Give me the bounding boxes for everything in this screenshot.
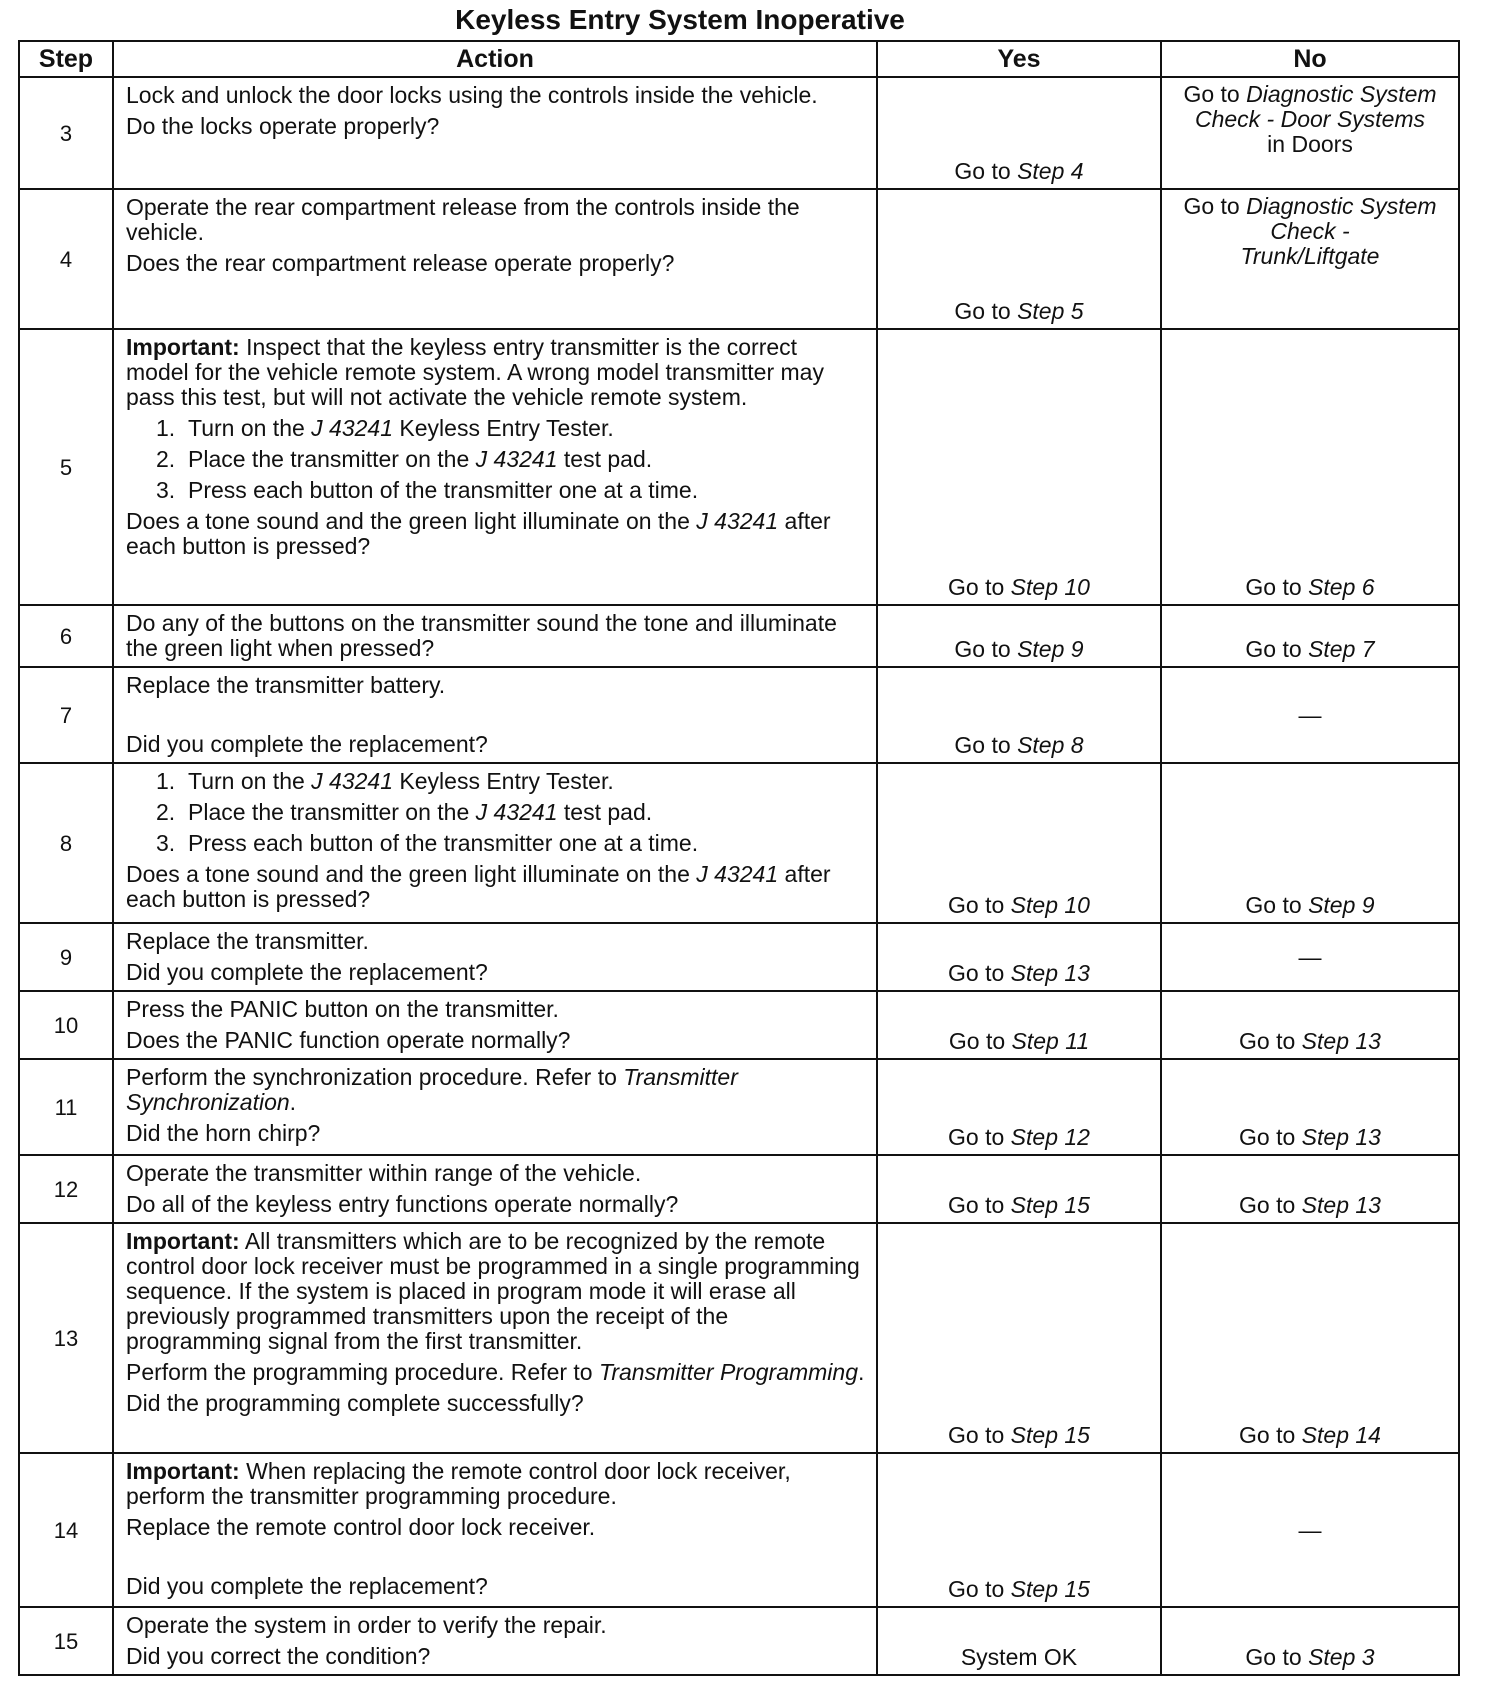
- action-question: Do all of the keyless entry functions operate normally?: [126, 1191, 679, 1217]
- yes-cell: [877, 923, 1161, 991]
- step-number: 14: [19, 1453, 113, 1607]
- goto-prefix: Go to: [954, 732, 1011, 758]
- goto-step-link[interactable]: Step 15: [1010, 1192, 1090, 1218]
- header-no: No: [1161, 41, 1459, 77]
- goto-step-link[interactable]: Step 4: [1017, 158, 1084, 184]
- action-text: Replace the transmitter.: [126, 928, 369, 954]
- action-text: Press the PANIC button on the transmitter.: [126, 996, 559, 1022]
- table-row: [19, 1155, 1459, 1223]
- header-step: Step: [19, 41, 113, 77]
- action-cell: [113, 923, 877, 991]
- goto-prefix: Go to: [948, 1192, 1005, 1218]
- goto-prefix: Go to: [948, 960, 1005, 986]
- action-text-part: Perform the programming procedure. Refer to: [126, 1359, 593, 1385]
- important-note: [126, 1229, 866, 1354]
- list-item: [156, 478, 866, 503]
- question-text: after each button is pressed?: [126, 508, 831, 559]
- goto-step-link[interactable]: Step 9: [1017, 636, 1084, 662]
- yes-cell: [877, 1607, 1161, 1675]
- goto-prefix: Go to: [1239, 1192, 1296, 1218]
- reference-link[interactable]: Transmitter Synchronization: [126, 1064, 738, 1115]
- goto-step-link[interactable]: Step 10: [1010, 892, 1090, 918]
- list-number: 1.: [156, 768, 176, 794]
- action-question: Does the PANIC function operate normally?: [126, 1027, 571, 1053]
- yes-cell: [877, 763, 1161, 923]
- list-number: 1.: [156, 415, 176, 441]
- goto-prefix: Go to: [948, 1422, 1005, 1448]
- action-question: Do the locks operate properly?: [126, 113, 440, 139]
- step-number: 8: [19, 763, 113, 923]
- action-text: Replace the transmitter battery.: [126, 672, 446, 698]
- yes-cell: [877, 605, 1161, 667]
- goto-step-link[interactable]: Step 14: [1301, 1422, 1381, 1448]
- list-item: [156, 831, 866, 856]
- step-number: 6: [19, 605, 113, 667]
- tool-name: J 43241: [311, 415, 394, 441]
- table-row: [19, 923, 1459, 991]
- list-number: 3.: [156, 477, 176, 503]
- action-cell: [113, 763, 877, 923]
- no-cell: [1161, 991, 1459, 1059]
- goto-prefix: Go to: [1239, 1422, 1296, 1448]
- goto-diagnostic-link[interactable]: Diagnostic System Check -: [1246, 193, 1437, 244]
- goto-prefix: Go to: [948, 892, 1005, 918]
- table-row: [19, 77, 1459, 189]
- action-question: Did the horn chirp?: [126, 1120, 321, 1146]
- table-row: [19, 667, 1459, 763]
- goto-prefix: Go to: [1183, 81, 1240, 107]
- action-cell: [113, 1223, 877, 1453]
- step-number: 5: [19, 329, 113, 605]
- spacer: [126, 704, 866, 732]
- list-number: 3.: [156, 830, 176, 856]
- step-number: 13: [19, 1223, 113, 1453]
- header-yes: Yes: [877, 41, 1161, 77]
- table-row: [19, 189, 1459, 329]
- list-text: Press each button of the transmitter one at a time.: [188, 830, 699, 856]
- important-note: [126, 335, 866, 410]
- tool-name: J 43241: [475, 446, 558, 472]
- action-cell: [113, 1453, 877, 1607]
- no-cell: [1161, 1155, 1459, 1223]
- list-item: [156, 800, 866, 825]
- goto-step-link[interactable]: Step 12: [1010, 1124, 1090, 1150]
- action-cell: [113, 991, 877, 1059]
- goto-prefix: Go to: [948, 1124, 1005, 1150]
- step-number: 7: [19, 667, 113, 763]
- list-item: [156, 769, 866, 794]
- goto-prefix: Go to: [1245, 892, 1302, 918]
- action-question: Do any of the buttons on the transmitter sound the tone and illuminate the green light when pressed?: [126, 610, 837, 661]
- action-question: Did the programming complete successfully?: [126, 1390, 584, 1416]
- action-cell: [113, 1607, 877, 1675]
- action-text: Replace the remote control door lock receiver.: [126, 1514, 596, 1540]
- table-row: [19, 1223, 1459, 1453]
- goto-prefix: Go to: [1245, 636, 1302, 662]
- goto-step-link[interactable]: Step 6: [1308, 574, 1375, 600]
- goto-diagnostic-link-cont[interactable]: Trunk/Liftgate: [1240, 243, 1380, 269]
- goto-prefix: Go to: [954, 298, 1011, 324]
- important-note: [126, 1459, 866, 1509]
- action-question: Did you complete the replacement?: [126, 731, 488, 757]
- action-cell: [113, 77, 877, 189]
- important-label: Important:: [126, 334, 240, 360]
- table-row: [19, 763, 1459, 923]
- list-text: Keyless Entry Tester.: [399, 768, 614, 794]
- diagnostic-table: [18, 40, 1460, 1676]
- goto-prefix: Go to: [1239, 1124, 1296, 1150]
- goto-step-link[interactable]: Step 7: [1308, 636, 1375, 662]
- goto-prefix: Go to: [948, 1576, 1005, 1602]
- yes-cell: [877, 667, 1161, 763]
- step-number: 9: [19, 923, 113, 991]
- spacer: [126, 1546, 866, 1574]
- yes-cell: [877, 1453, 1161, 1607]
- goto-prefix: Go to: [1239, 1028, 1296, 1054]
- action-question: Did you correct the condition?: [126, 1643, 431, 1669]
- goto-prefix: Go to: [954, 636, 1011, 662]
- step-number: 12: [19, 1155, 113, 1223]
- important-text: Inspect that the keyless entry transmitter is the correct model for the vehicle remote system. A wrong model transmitter may pass this test, but will not activate the vehicle remote system.: [126, 334, 824, 410]
- no-cell: [1161, 329, 1459, 605]
- action-text: Operate the rear compartment release from the controls inside the vehicle.: [126, 194, 800, 245]
- goto-suffix: in Doors: [1267, 131, 1353, 157]
- table-row: [19, 1607, 1459, 1675]
- goto-prefix: Go to: [1183, 193, 1240, 219]
- important-text: When replacing the remote control door lock receiver, perform the transmitter programming procedure.: [126, 1458, 791, 1509]
- list-text: Press each button of the transmitter one at a time.: [188, 477, 699, 503]
- system-ok-text: System OK: [960, 1644, 1078, 1670]
- no-cell: [1161, 1607, 1459, 1675]
- action-cell: [113, 605, 877, 667]
- yes-cell: [877, 1223, 1161, 1453]
- goto-step-link[interactable]: Step 10: [1010, 574, 1090, 600]
- action-cell: [113, 329, 877, 605]
- action-text-part: Perform the synchronization procedure. Refer to: [126, 1064, 617, 1090]
- list-text: Turn on the: [188, 415, 305, 441]
- no-cell: [1161, 1059, 1459, 1155]
- step-number: 15: [19, 1607, 113, 1675]
- goto-prefix: Go to: [1245, 574, 1302, 600]
- step-number: 3: [19, 77, 113, 189]
- yes-cell: [877, 1155, 1161, 1223]
- tool-name: J 43241: [475, 799, 558, 825]
- list-item: [156, 447, 866, 472]
- action-cell: [113, 1059, 877, 1155]
- list-number: 2.: [156, 446, 176, 472]
- tool-name: J 43241: [696, 861, 779, 887]
- goto-prefix: Go to: [1245, 1644, 1302, 1670]
- table-row: [19, 1059, 1459, 1155]
- action-text: Lock and unlock the door locks using the controls inside the vehicle.: [126, 82, 818, 108]
- no-cell: —: [1161, 667, 1459, 763]
- step-number: 11: [19, 1059, 113, 1155]
- list-number: 2.: [156, 799, 176, 825]
- question-text: Does a tone sound and the green light illuminate on the: [126, 861, 690, 887]
- table-row: [19, 1453, 1459, 1607]
- goto-step-link[interactable]: Step 15: [1010, 1576, 1090, 1602]
- action-cell: [113, 667, 877, 763]
- yes-cell: [877, 1059, 1161, 1155]
- no-cell: [1161, 763, 1459, 923]
- action-question: [126, 509, 866, 559]
- tool-name: J 43241: [311, 768, 394, 794]
- important-text: All transmitters which are to be recognized by the remote control door lock receiver must be programmed in a single programming sequence. If the system is placed in program mode it will erase all previously programmed transmitters upon the receipt of the programming signal from the first transmitter.: [126, 1228, 860, 1354]
- no-cell: —: [1161, 923, 1459, 991]
- action-cell: [113, 189, 877, 329]
- goto-step-link[interactable]: Step 13: [1010, 960, 1090, 986]
- goto-prefix: Go to: [948, 1028, 1006, 1054]
- yes-cell: [877, 329, 1161, 605]
- list-text: Place the transmitter on the: [188, 446, 470, 472]
- step-number: 4: [19, 189, 113, 329]
- action-question: Did you complete the replacement?: [126, 1573, 488, 1599]
- step-number: 10: [19, 991, 113, 1059]
- goto-prefix: Go to: [948, 574, 1005, 600]
- goto-step-link[interactable]: Step 13: [1301, 1124, 1381, 1150]
- list-text: test pad.: [563, 446, 653, 472]
- important-label: Important:: [126, 1228, 240, 1254]
- question-text: after each button is pressed?: [126, 861, 831, 912]
- goto-step-link[interactable]: Step 9: [1308, 892, 1375, 918]
- reference-link[interactable]: Transmitter Programming: [598, 1359, 859, 1385]
- action-question: Did you complete the replacement?: [126, 959, 488, 985]
- goto-diagnostic-link[interactable]: Diagnostic System Check - Door Systems: [1194, 81, 1437, 132]
- table-row: [19, 329, 1459, 605]
- yes-cell: [877, 189, 1161, 329]
- no-cell: [1161, 77, 1459, 189]
- action-question: Does the rear compartment release operate properly?: [126, 250, 675, 276]
- list-item: [156, 416, 866, 441]
- important-label: Important:: [126, 1458, 240, 1484]
- action-text: Operate the transmitter within range of the vehicle.: [126, 1160, 642, 1186]
- yes-cell: [877, 77, 1161, 189]
- no-cell: [1161, 1223, 1459, 1453]
- action-cell: [113, 1155, 877, 1223]
- table-title: Keyless Entry System Inoperative: [455, 4, 905, 35]
- goto-step-link[interactable]: Step 13: [1301, 1028, 1381, 1054]
- list-text: Place the transmitter on the: [188, 799, 470, 825]
- action-text: Operate the system in order to verify the repair.: [126, 1612, 607, 1638]
- goto-prefix: Go to: [954, 158, 1011, 184]
- table-row: [19, 991, 1459, 1059]
- list-text: Keyless Entry Tester.: [399, 415, 614, 441]
- header-row: [19, 41, 1459, 77]
- list-text: test pad.: [563, 799, 653, 825]
- no-cell: [1161, 189, 1459, 329]
- goto-step-link[interactable]: Step 11: [1011, 1028, 1090, 1054]
- goto-step-link[interactable]: Step 15: [1010, 1422, 1090, 1448]
- goto-step-link[interactable]: Step 3: [1308, 1644, 1375, 1670]
- no-cell: [1161, 605, 1459, 667]
- header-action: Action: [113, 41, 877, 77]
- goto-step-link[interactable]: Step 13: [1301, 1192, 1381, 1218]
- tool-name: J 43241: [696, 508, 779, 534]
- action-question: [126, 862, 866, 912]
- table-row: [19, 605, 1459, 667]
- action-text: Perform the synchronization procedure. Refer to Transmitter Synchronization.: [126, 1064, 738, 1115]
- yes-cell: [877, 991, 1161, 1059]
- no-cell: —: [1161, 1453, 1459, 1607]
- goto-step-link[interactable]: Step 5: [1017, 298, 1084, 324]
- goto-step-link[interactable]: Step 8: [1017, 732, 1084, 758]
- action-text: Perform the programming procedure. Refer to Transmitter Programming.: [126, 1359, 865, 1385]
- list-text: Turn on the: [188, 768, 305, 794]
- question-text: Does a tone sound and the green light illuminate on the: [126, 508, 690, 534]
